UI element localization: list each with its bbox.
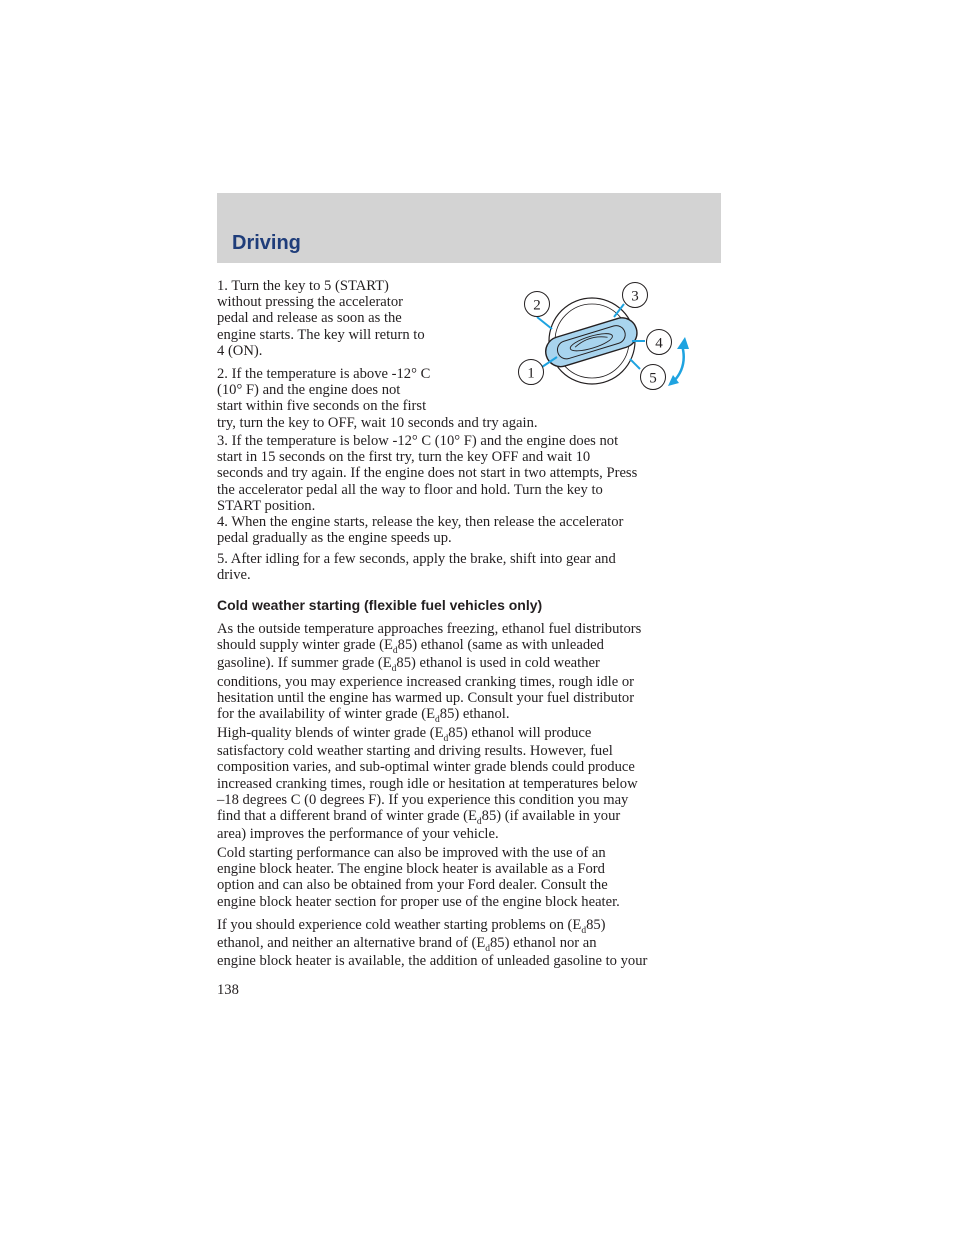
cold-weather-paragraph-3: Cold starting performance can also be improved with the use of an engine block heater. The engine block heater is available as a Ford option and can also be obtained from your Ford dealer. Consult the engine block heater section for proper use of the engine block heater. [217,845,620,910]
cold-weather-paragraph-1: As the outside temperature approaches freezing, ethanol fuel distributors should supply winter grade $(E_d85)$ ethanol (same as with unleaded gasoline). If summer grade $(E_d85)$ ethanol is used in cold weather conditions, you may experience increased cranking times, rough idle or hesitation until the engine has warmed up. Consult your fuel distributor for the availability of winter grade $(E_d85)$ ethanol. [217,621,642,726]
cold-weather-paragraph-4: If you should experience cold weather starting problems on $(E_d85)$ ethanol, and neither an alternative brand of $(E_d85)$ ethanol nor an engine block heater is available, the addition of unleaded gasoline to your [217,917,648,970]
position-label-2: 2 [533,297,541,314]
ignition-key-diagram [512,279,697,394]
ignition-diagram-svg [512,279,697,394]
step-3-paragraph: 3. If the temperature is below -12° C (10° F) and the engine does not start in 15 seconds on the first try, turn the key OFF and wait 10 seconds and try again. If the engine does not start in two attempts, Press the accelerator pedal all the way to floor and hold. Turn the key to START position. [217,433,638,514]
step-1-paragraph: 1. Turn the key to 5 (START) without pressing the accelerator pedal and release as soon as the engine starts. The key will return to 4 (ON). [217,278,425,359]
position-label-3: 3 [631,288,639,305]
position-label-4: 4 [655,335,663,352]
arrow-head-up-icon [677,337,689,349]
cold-weather-paragraph-2: High-quality blends of winter grade $(E_d85)$ ethanol will produce satisfactory cold weather starting and driving results. However, fuel composition varies, and sub-optimal winter grade blends could produce increased cranking times, rough idle or hesitation at temperatures below –18 degrees C (0 degrees F). If you experience this condition you may find that a different brand of winter grade $(E_d85)$ (if available in your area) improves the performance of your vehicle. [217,725,638,843]
step-5-paragraph: 5. After idling for a few seconds, apply the brake, shift into gear and drive. [217,551,616,584]
step-4-paragraph: 4. When the engine starts, release the key, then release the accelerator pedal gradually as the engine speeds up. [217,514,624,547]
turn-arrow-icon [673,345,684,382]
cold-weather-heading: Cold weather starting (flexible fuel vehicles only) [217,597,543,613]
position-label-1: 1 [527,365,535,382]
section-title: Driving [232,232,301,254]
step-2-paragraph: 2. If the temperature is above -12° C (10° F) and the engine does not start within five seconds on the first try, turn the key to OFF, wait 10 seconds and try again. [217,366,538,431]
position-label-5: 5 [649,370,657,387]
page-number: 138 [217,982,239,998]
